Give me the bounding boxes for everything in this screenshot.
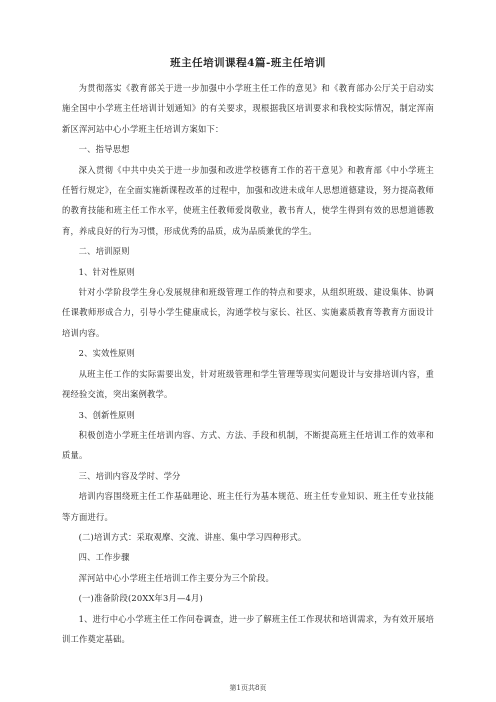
heading-effectiveness-principle: 2、实效性原则 [78,348,136,359]
paragraph-training-content: 培训内容围绕班主任工作基础理论、班主任行为基本规范、班主任专业知识、班主任专业技能等方面进行。 [62,491,434,522]
heading-targeted-principle: 1、针对性原则 [78,266,136,277]
paragraph-intro: 为贯彻落实《教育部关于进一步加强中小学班主任工作的意见》和《教育部办公厅关于启动实施全国中小学班主任培训计划通知》的有关要求，现根据我区培训要求和我校实际情况，制定浑南新区浑河站中心小学班主任培训方案如下： [62,83,434,134]
paragraph-effectiveness-principle: 从班主任工作的实际需要出发，针对班级管理和学生管理等现实问题设计与安排培训内容，重视经验交流，突出案例教学。 [62,368,434,400]
page-number-footer: 第1页共8页 [229,684,267,692]
heading-preparation-stage: (一)准备阶段(20XX年3月—4月) [78,593,203,604]
heading-training-principles: 二、培训原则 [78,246,130,257]
paragraph-guiding-thought: 深入贯彻《中共中央关于进一步加强和改进学校德育工作的若干意见》和教育部《中小学班主任暂行规定》，在全面实施新课程改革的过程中，加强和改进未成年人思想道德建设，努力提高教师的教育技能和班主任工作水平，使班主任教师爱岗敬业，教书育人，使学生得到有效的思想道德教育，养成良好的行为习惯，形成优秀的品质，成为品质兼优的学生。 [62,164,434,236]
paragraph-preparation-step-1: 1、进行中心小学班主任工作问卷调查，进一步了解班主任工作现状和培训需求，为有效开展培训工作奠定基础。 [62,613,434,644]
document-body [62,78,434,649]
paragraph-targeted-principle: 针对小学阶段学生身心发展规律和班级管理工作的特点和要求，从组织班级、建设集体、协调任课教师形成合力，引导小学生健康成长，沟通学校与家长、社区、实施素质教育等教育方面设计培训内容。 [62,287,434,338]
heading-training-content: 三、培训内容及学时、学分 [78,470,181,481]
paragraph-innovation-principle: 积极创造小学班主任培训内容、方式、方法、手段和机制，不断提高班主任培训工作的效率和质量。 [62,429,434,461]
paragraph-work-steps: 浑河站中心小学班主任培训工作主要分为三个阶段。 [78,572,275,583]
heading-guiding-thought: 一、指导思想 [78,144,130,155]
document-title: 班主任培训课程4篇-班主任培训 [170,57,326,69]
paragraph-training-method: (二)培训方式：采取观摩、交流、讲座、集中学习四种形式。 [78,531,307,542]
heading-innovation-principle: 3、创新性原则 [78,409,136,420]
heading-work-steps: 四、工作步骤 [78,552,130,563]
